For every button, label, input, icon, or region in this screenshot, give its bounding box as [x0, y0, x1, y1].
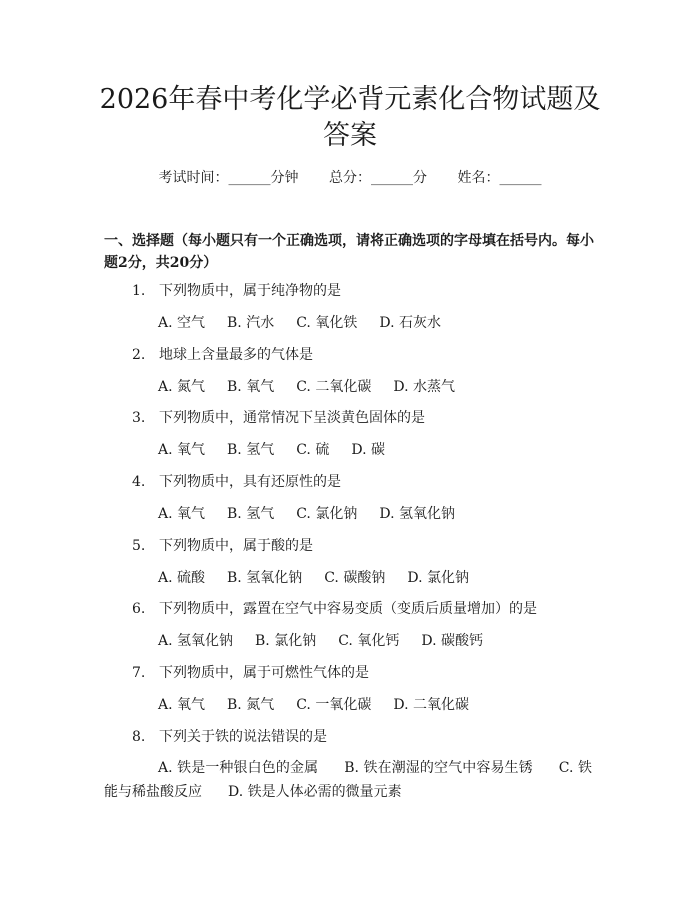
question-3	[132, 408, 425, 428]
question-number: 8.	[132, 729, 146, 745]
question-number: 3.	[132, 410, 146, 426]
option-c: C. 氯化钠	[296, 506, 358, 522]
option-b: B. 氯化钠	[255, 633, 317, 649]
question-6-options	[158, 631, 505, 651]
question-8	[132, 727, 327, 747]
question-text: 下列物质中，露置在空气中容易变质（变质后质量增加）的是	[159, 601, 537, 617]
question-text: 地球上含量最多的气体是	[159, 347, 313, 363]
question-6	[132, 599, 537, 619]
option-a: A. 氧气	[158, 697, 206, 713]
question-5-options	[158, 568, 491, 588]
total-score-field: 总分：______分	[329, 170, 427, 186]
option-d: D. 碳酸钙	[421, 633, 483, 649]
option-d: D. 水蒸气	[393, 379, 455, 395]
question-7	[132, 663, 369, 683]
exam-info	[0, 168, 700, 188]
option-b: B. 氢气	[227, 506, 275, 522]
question-text: 下列物质中，具有还原性的是	[159, 474, 341, 490]
option-d: D. 氯化钠	[407, 570, 469, 586]
question-number: 7.	[132, 665, 146, 681]
question-number: 1.	[132, 283, 146, 299]
option-c: C. 一氧化碳	[296, 697, 372, 713]
question-1-options	[158, 313, 463, 333]
option-b: B. 氢氧化钠	[227, 570, 303, 586]
question-2-options	[158, 377, 477, 397]
option-a: A. 氢氧化钠	[158, 633, 234, 649]
page-title: 2026年春中考化学必背元素化合物试题及答案	[99, 84, 601, 151]
question-5	[132, 536, 313, 556]
option-d: D. 铁是人体必需的微量元素	[228, 784, 402, 800]
question-7-options	[158, 695, 491, 715]
question-number: 6.	[132, 601, 146, 617]
option-c: C. 碳酸钠	[324, 570, 386, 586]
option-b: B. 氮气	[227, 697, 275, 713]
option-d: D. 二氧化碳	[393, 697, 469, 713]
question-text: 下列物质中，属于酸的是	[159, 538, 313, 554]
option-b: B. 铁在潮湿的空气中容易生锈	[344, 760, 533, 776]
question-number: 4.	[132, 474, 146, 490]
question-number: 5.	[132, 538, 146, 554]
exam-time-field: 考试时间：______分钟	[158, 170, 299, 186]
option-a: A. 空气	[158, 315, 206, 331]
question-4-options	[158, 504, 477, 524]
question-2	[132, 345, 313, 365]
option-b: B. 汽水	[227, 315, 275, 331]
option-a: A. 氧气	[158, 506, 206, 522]
option-a: A. 氮气	[158, 379, 206, 395]
option-b: B. 氧气	[227, 379, 275, 395]
option-d: D. 石灰水	[379, 315, 441, 331]
section-heading: 一、选择题（每小题只有一个正确选项，请将正确选项的字母填在括号内。每小题2分，共20分）	[104, 233, 594, 271]
question-text: 下列关于铁的说法错误的是	[159, 729, 327, 745]
question-text: 下列物质中，属于可燃性气体的是	[159, 665, 369, 681]
question-1	[132, 281, 341, 301]
option-a: A. 硫酸	[158, 570, 206, 586]
question-text: 下列物质中，属于纯净物的是	[159, 283, 341, 299]
option-a: A. 氧气	[158, 442, 206, 458]
option-c: C. 铁能与稀盐酸反应	[104, 760, 592, 800]
option-a: A. 铁是一种银白色的金属	[158, 760, 319, 776]
name-field: 姓名：______	[457, 170, 542, 186]
option-d: D. 氢氧化钠	[379, 506, 455, 522]
question-number: 2.	[132, 347, 146, 363]
option-c: C. 氧化铁	[296, 315, 358, 331]
option-c: C. 硫	[296, 442, 330, 458]
option-b: B. 氢气	[227, 442, 275, 458]
option-d: D. 碳	[351, 442, 385, 458]
option-c: C. 氧化钙	[338, 633, 400, 649]
question-4	[132, 472, 341, 492]
option-c: C. 二氧化碳	[296, 379, 372, 395]
question-3-options	[158, 440, 407, 460]
question-text: 下列物质中，通常情况下呈淡黄色固体的是	[159, 410, 425, 426]
question-8-options	[104, 756, 592, 804]
